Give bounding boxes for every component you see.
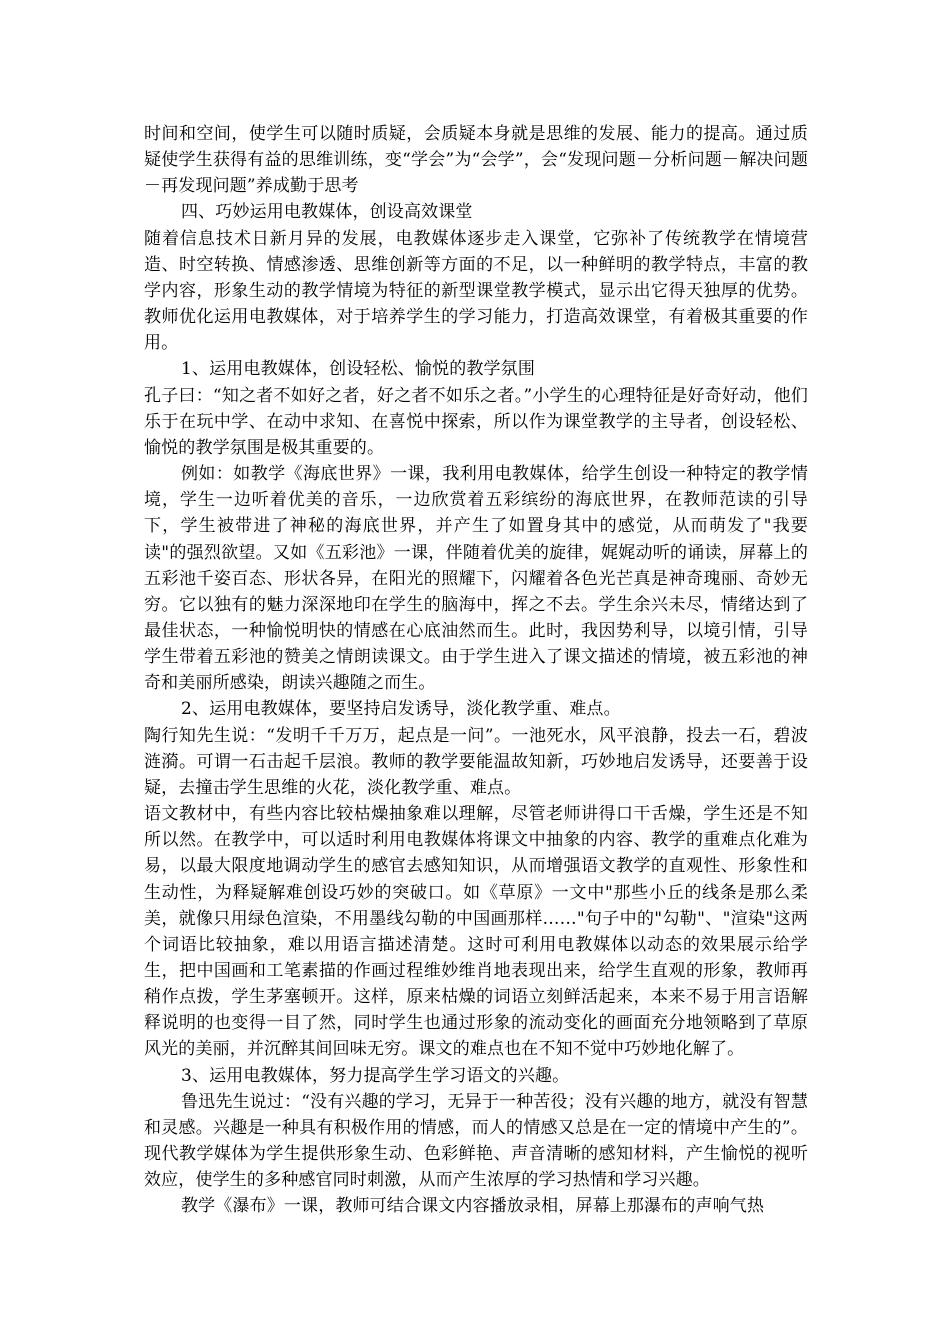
paragraph-questioning: 时间和空间，使学生可以随时质疑，会质疑本身就是思维的发展、能力的提高。通过质疑使学生获得有益的思维训练，变“学会”为“会学”，会“发现问题－分析问题－解决问题－再发现问题”养成勤于思考 xyxy=(144,124,808,197)
section-heading-four: 四、巧妙运用电教媒体，创设高效课堂 xyxy=(181,202,473,223)
paragraph-example-seabed: 例如：如教学《海底世界》一课，我利用电教媒体，给学生创设一种特定的教学情境，学生一边听着优美的音乐，一边欣赏着五彩缤纷的海底世界，在教师范读的引导下，学生被带进了神秘的海底世界，并产生了如置身其中的感觉，从而萌发了"我要读"的强烈欲望。又如《五彩池》一课，伴随着优美的旋律，娓娓动听的诵读，屏幕上的五彩池千姿百态、形状各异，在阳光的照耀下，闪耀着各色光芒真是神奇瑰丽、奇妙无穷。它以独有的魅力深深地印在学生的脑海中，挥之不去。学生余兴未尽，情绪达到了最佳状态，一种愉悦明快的情感在心底油然而生。此时，我因势利导，以境引情，引导学生带着五彩池的赞美之情朗读课文。由于学生进入了课文描述的情境，被五彩池的神奇和美丽所感染，朗读兴趣随之而生。 xyxy=(144,464,808,694)
paragraph-textbook: 语文教材中，有些内容比较枯燥抽象难以理解，尽管老师讲得口干舌燥，学生还是不知所以然。在教学中，可以适时利用电教媒体将课文中抽象的内容、教学的重难点化难为易，以最大限度地调动学生的感官去感知知识，从而增强语文教学的直观性、形象性和生动性，为释疑解难创设巧妙的突破口。如《草原》一文中"那些小丘的线条是那么柔美，就像只用绿色渲染，不用墨线勾勒的中国画那样……"句子中的"勾勒"、"渲染"这两个词语比较抽象，难以用语言描述清楚。这时可利用电教媒体以动态的效果展示给学生，把中国画和工笔素描的作画过程维妙维肖地表现出来，给学生直观的形象，教师再稍作点拨，学生茅塞顿开。这样，原来枯燥的词语立刻鲜活起来，本来不易于用言语解释说明的也变得一目了然，同时学生也通过形象的流动变化的画面充分地领略到了草原风光的美丽，并沉醉其间回味无穷。课文的难点也在不知不觉中巧妙地化解了。 xyxy=(144,804,808,1060)
subheading-3: 3、运用电教媒体，努力提高学生学习语文的兴趣。 xyxy=(181,1065,570,1086)
subheading-1: 1、运用电教媒体，创设轻松、愉悦的教学氛围 xyxy=(181,359,535,380)
paragraph-waterfall: 教学《瀑布》一课，教师可结合课文内容播放录相，屏幕上那瀑布的声响气热 xyxy=(181,1196,765,1217)
paragraph-media-intro: 随着信息技术日新月异的发展，电教媒体逐步走入课堂，它弥补了传统教学在情境营造、时空转换、情感渗透、思维创新等方面的不足，以一种鲜明的教学特点，丰富的教学内容，形象生动的教学情境为特征的新型课堂教学模式，显示出它得天独厚的优势。教师优化运用电教媒体，对于培养学生的学习能力，打造高效课堂，有着极其重要的作用。 xyxy=(144,228,808,354)
paragraph-confucius: 孔子曰：“知之者不如好之者，好之者不如乐之者。”小学生的心理特征是好奇好动，他们乐于在玩中学、在动中求知、在喜悦中探索，所以作为课堂教学的主导者，创设轻松、愉悦的教学氛围是极其重要的。 xyxy=(144,385,808,458)
paragraph-luxun: 鲁迅先生说过：“没有兴趣的学习，无异于一种苦役；没有兴趣的地方，就没有智慧和灵感。兴趣是一种具有积极作用的情感，而人的情感又总是在一定的情境中产生的”。现代教学媒体为学生提供形象生动、色彩鲜艳、声音清晰的感知材料，产生愉悦的视听效应，使学生的多种感官同时刺激，从而产生浓厚的学习热情和学习兴趣。 xyxy=(144,1091,808,1191)
paragraph-tao-xingzhi: 陶行知先生说：“发明千千万万，起点是一问”。一池死水，风平浪静，投去一石，碧波涟漪。可谓一石击起千层浪。教师的教学要能温故知新，巧妙地启发诱导，还要善于设疑，去撞击学生思维的火花，淡化教学重、难点。 xyxy=(144,725,808,798)
document-body xyxy=(144,121,808,1220)
subheading-2: 2、运用电教媒体，要坚持启发诱导，淡化教学重、难点。 xyxy=(181,699,621,720)
